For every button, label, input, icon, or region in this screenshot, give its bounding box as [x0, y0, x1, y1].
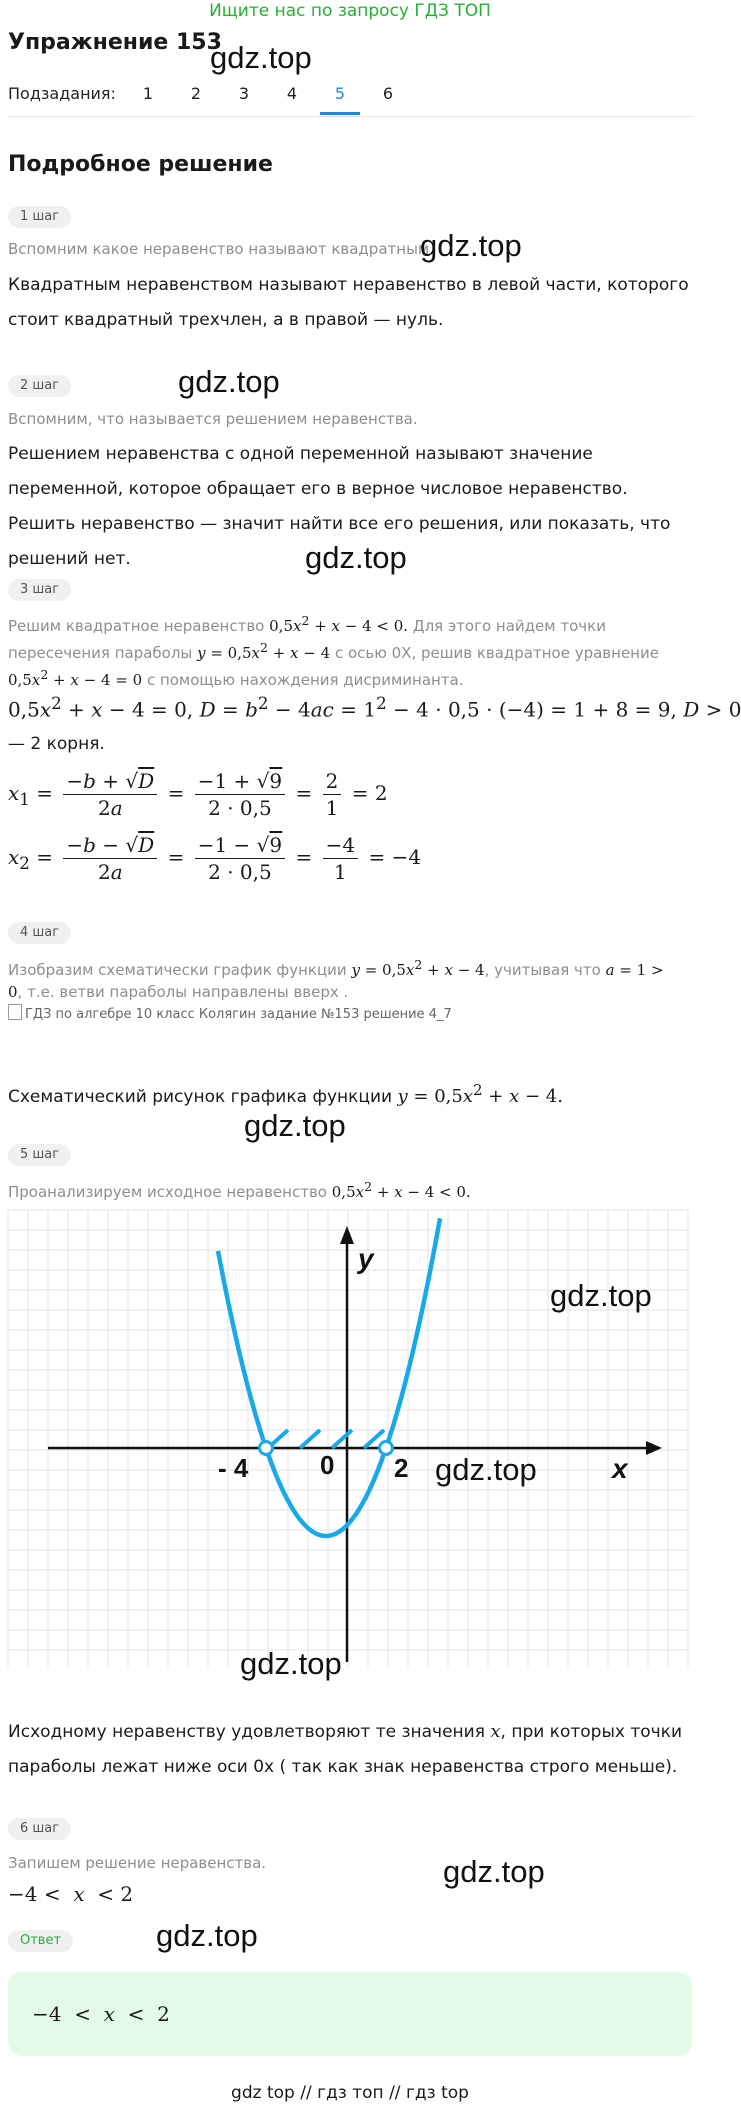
search-banner: Ищите нас по запросу ГДЗ ТОП: [209, 1, 491, 21]
root-x1-formula: $x_1$ = $\frac{-b + √D}{2a}$ = $\frac{-1 + √9}{2 \cdot 0,5}$ = $\frac{2}{1}$ = 2: [8, 769, 388, 820]
step-1-hint: Вспомним какое неравенство называют квадратным.: [8, 240, 434, 258]
page-title: Упражнение 153: [8, 30, 222, 55]
tick-label-0: 0: [320, 1450, 335, 1480]
x-axis-label: x: [612, 1453, 628, 1484]
step-5-hint: Проанализируем исходное неравенство $0,5x^2 + x - 4 < 0$.: [8, 1179, 471, 1201]
step-2-text: Решением неравенства с одной переменной называют значение переменной, которое обращает его в верное числовое неравенство. Решить неравенство — значит найти все его решения, или показать, что решений нет.: [8, 444, 671, 569]
subtask-tab-6[interactable]: 6: [382, 84, 394, 103]
divider: [8, 116, 692, 117]
watermark: gdz.top: [550, 1278, 652, 1313]
subtask-tab-3[interactable]: 3: [238, 84, 250, 103]
discriminant-equation: $0,5x^2 + x - 4 = 0$, $D = b^2 - 4ac = 1^2 - 4 \cdot 0,5 \cdot (-4) = 1 + 8 = 9$, D > 0: [8, 694, 741, 722]
step-2-hint: Вспомним, что называется решением неравенства.: [8, 410, 418, 428]
step-4-caption: Схематический рисунок графика функции $y = 0,5x^2 + x - 4$.: [8, 1081, 563, 1107]
subtask-tab-2[interactable]: 2: [190, 84, 202, 103]
step-badge-4: 4 шаг: [8, 922, 71, 944]
watermark: gdz.top: [210, 40, 312, 75]
step-badge-6: 6 шаг: [8, 1818, 71, 1840]
subtask-tab-5[interactable]: 5: [334, 84, 346, 103]
watermark: gdz.top: [178, 364, 280, 399]
subtask-tab-4[interactable]: 4: [286, 84, 298, 103]
x-axis-arrow: [646, 1441, 662, 1455]
solution-hatch: [268, 1430, 384, 1448]
subtasks-label: Подзадания:: [8, 84, 116, 103]
step-3-hint: Решим квадратное неравенство $0,5x^2 + x - 4 < 0$. Для этого найдем точки пересечения параболы $y = 0,5x^2 + x - 4$ с осью 0X, решив квадратное уравнение $0,5x^2 + x - 4 = 0$ с помощью нахождения дисриминанта.: [8, 613, 659, 689]
y-axis-label: y: [358, 1243, 374, 1274]
step-badge-1: 1 шаг: [8, 206, 71, 228]
watermark: gdz.top: [240, 1646, 342, 1681]
step-1-text: Квадратным неравенством называют неравенство в левой части, которого стоит квадратный трехчлен, а в правой — нуль.: [8, 275, 689, 330]
parabola-curve: [218, 1218, 440, 1536]
root-point-neg4: [260, 1442, 273, 1455]
step-badge-2: 2 шаг: [8, 375, 71, 397]
step-5-text: Исходному неравенству удовлетворяют те значения x, при которых точки параболы лежат ниже оси 0x ( так как знак неравенства строго меньше).: [8, 1721, 682, 1777]
subtask-tab-1[interactable]: 1: [142, 84, 154, 103]
root-point-2: [380, 1442, 393, 1455]
y-axis-arrow: [340, 1226, 354, 1244]
solution-inequality: −4 < x < 2: [8, 1882, 134, 1906]
broken-image: ГДЗ по алгебре 10 класс Колягин задание №153 решение 4_7: [8, 1004, 528, 1022]
watermark: gdz.top: [435, 1452, 537, 1487]
answer-inequality: −4 < x < 2: [32, 2002, 170, 2026]
active-tab-indicator: [320, 112, 360, 115]
roots-count: — 2 корня.: [8, 734, 105, 754]
step-badge-3: 3 шаг: [8, 579, 71, 601]
footer-links: gdz top // гдз топ // гдз top: [231, 2083, 469, 2103]
section-title: Подробное решение: [8, 152, 273, 177]
watermark: gdz.top: [305, 540, 407, 575]
watermark: gdz.top: [156, 1918, 258, 1953]
step-6-hint: Запишем решение неравенства.: [8, 1854, 267, 1872]
step-4-hint: Изобразим схематически график функции $y = 0,5x^2 + x - 4$, учитывая что a = 1 > 0, т.е. ветви параболы направлены вверх .: [8, 957, 664, 1001]
root-x2-formula: $x_2$ = $\frac{-b - √D}{2a}$ = $\frac{-1 - √9}{2 \cdot 0,5}$ = $\frac{-4}{1}$ = −4: [8, 833, 422, 884]
tick-label-neg4: - 4: [218, 1453, 249, 1483]
watermark: gdz.top: [443, 1854, 545, 1889]
image-icon: [8, 1004, 22, 1020]
watermark: gdz.top: [420, 228, 522, 263]
footer-link-1[interactable]: gdz top: [231, 2083, 295, 2103]
footer-link-3[interactable]: гдз top: [405, 2083, 469, 2103]
watermark: gdz.top: [244, 1108, 346, 1143]
tick-label-2: 2: [394, 1453, 409, 1483]
footer-link-2[interactable]: гдз топ: [317, 2083, 384, 2103]
answer-badge: Ответ: [8, 1930, 73, 1952]
step-badge-5: 5 шаг: [8, 1144, 71, 1166]
